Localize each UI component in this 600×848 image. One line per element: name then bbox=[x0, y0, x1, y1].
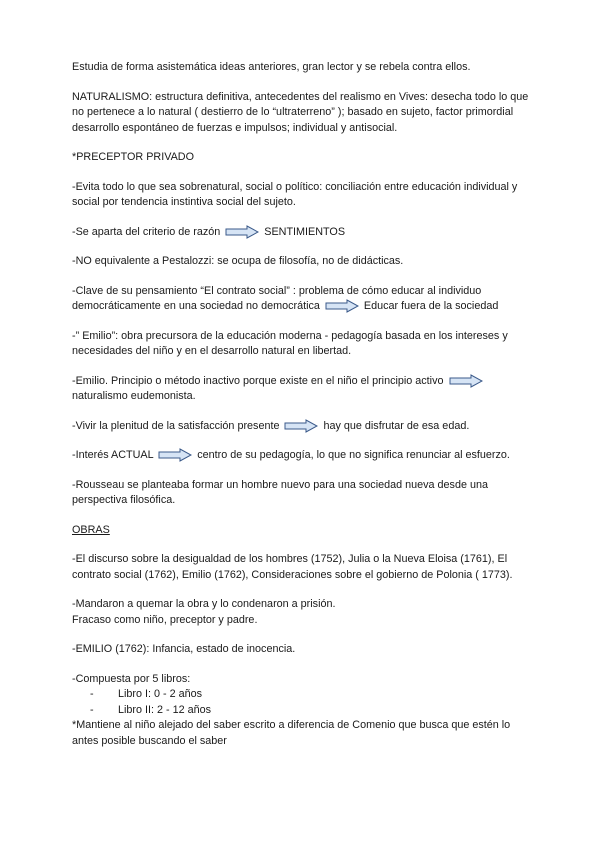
razon-result: SENTIMIENTOS bbox=[264, 225, 346, 238]
document-page bbox=[72, 60, 534, 763]
paragraph-plenitud bbox=[72, 419, 534, 435]
paragraph-preceptor: *PRECEPTOR PRIVADO bbox=[72, 151, 194, 163]
principio-text: -Emilio. Principio o método inactivo porque existe en el niño el principio activo bbox=[72, 374, 444, 387]
right-arrow-icon bbox=[284, 419, 318, 433]
interes-result: centro de su pedagogía, lo que no significa renunciar al esfuerzo. bbox=[197, 449, 510, 461]
right-arrow-icon bbox=[325, 299, 359, 313]
paragraph-emilio-infancia: -EMILIO (1762): Infancia, estado de inocencia. bbox=[72, 643, 296, 655]
paragraph-pestalozzi: -NO equivalente a Pestalozzi: se ocupa de filosofía, no de didácticas. bbox=[72, 255, 404, 267]
paragraph-naturalismo: NATURALISMO: estructura definitiva, antecedentes del realismo en Vives: desecha todo lo que no pertenece a lo natural ( destierro de lo “ultraterreno” ); basado en sujeto, factor primordial desarrollo espontáneo de fuerzas e impulsos; individual y antisocial. bbox=[72, 90, 529, 134]
list-item: - Libro II: 2 - 12 años bbox=[90, 703, 212, 716]
principio-result: naturalismo eudemonista. bbox=[72, 390, 196, 402]
list-item: - Libro I: 0 - 2 años bbox=[90, 688, 203, 700]
books-list bbox=[72, 687, 534, 718]
paragraph-quemar: -Mandaron a quemar la obra y lo condenaron a prisión. bbox=[72, 598, 336, 610]
plenitud-result: hay que disfrutar de esa edad. bbox=[323, 419, 470, 432]
paragraph-fracaso: Fracaso como niño, preceptor y padre. bbox=[72, 613, 258, 626]
paragraph-principio bbox=[72, 374, 534, 405]
right-arrow-icon bbox=[225, 225, 259, 239]
razon-text: -Se aparta del criterio de razón bbox=[72, 225, 221, 238]
paragraph-mantiene: *Mantiene al niño alejado del saber escrito a diferencia de Comenio que busca que estén lo antes posible buscando el saber bbox=[72, 719, 511, 747]
interes-text: -Interés ACTUAL bbox=[72, 449, 154, 461]
contrato-result: Educar fuera de la sociedad bbox=[363, 300, 499, 312]
paragraph-contrato bbox=[72, 284, 534, 315]
paragraph-emilio-obra: -” Emilio”: obra precursora de la educación moderna - pedagogía basada en los intereses y necesidades del niño y en el desarrollo natural en libertad. bbox=[72, 329, 508, 357]
right-arrow-icon bbox=[449, 374, 483, 388]
paragraph-interes bbox=[72, 448, 534, 464]
paragraph-evita: -Evita todo lo que sea sobrenatural, social o político: conciliación entre educación individual y social por tendencia instintiva social del sujeto. bbox=[72, 180, 518, 208]
contrato-text: -Clave de su pensamiento “El contrato social” : problema de cómo educar al individuo democráticamente en una sociedad no democrática bbox=[72, 284, 482, 312]
paragraph-intro: Estudia de forma asistemática ideas anteriores, gran lector y se rebela contra ellos. bbox=[72, 61, 471, 73]
heading-obras: OBRAS bbox=[72, 523, 110, 536]
right-arrow-icon bbox=[158, 448, 192, 462]
paragraph-compuesta: -Compuesta por 5 libros: bbox=[72, 672, 191, 685]
paragraph-razon bbox=[72, 225, 534, 241]
plenitud-text: -Vivir la plenitud de la satisfacción presente bbox=[72, 419, 280, 432]
paragraph-obras-list: -El discurso sobre la desigualdad de los hombres (1752), Julia o la Nueva Eloisa (1761), El contrato social (1762), Emilio (1762), Consideraciones sobre el gobierno de Polonia ( 1773). bbox=[72, 553, 513, 581]
paragraph-rousseau: -Rousseau se planteaba formar un hombre nuevo para una sociedad nueva desde una perspectiva filosófica. bbox=[72, 478, 488, 506]
